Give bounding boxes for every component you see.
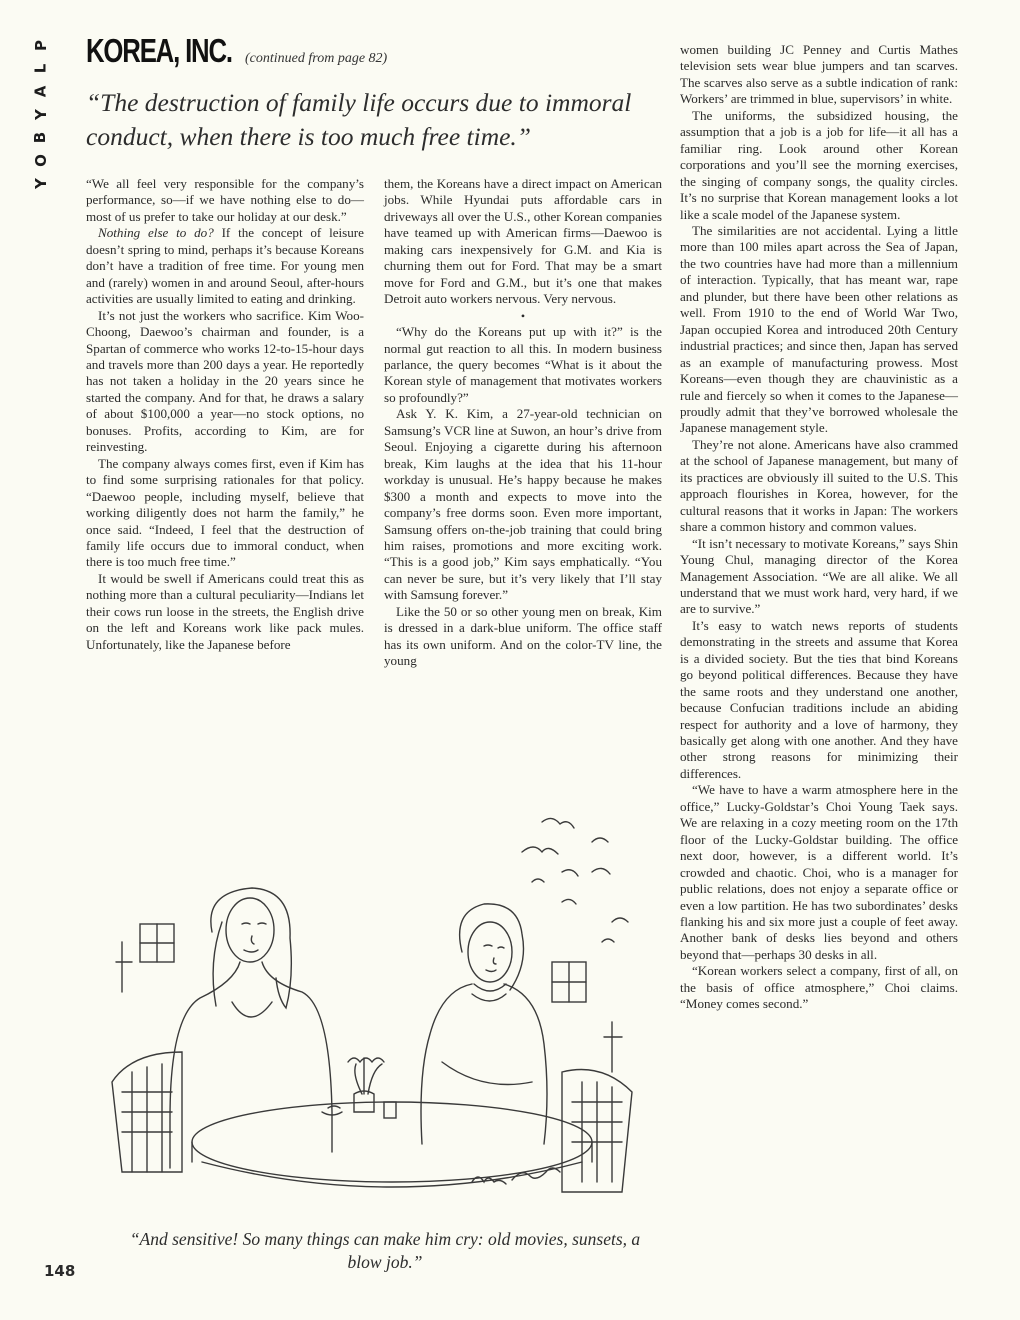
paragraph: “We have to have a warm atmosphere here in the office,” Lucky-Goldstar’s Choi Young Taek says. We are relaxing in a cozy meeting room on the 17th floor of the Lucky-Goldstar building. The office next door, however, is a different world. It’s crowded and chaotic. Choi, who is a manager for public relations, does not enjoy a separate office or even a low partition. He has two subordinates’ desks flanking his and six more just a couple of feet away. Another bank of desks lies beyond and others beyond that—perhaps 30 desks in all.	[680, 782, 958, 962]
paragraph: Like the 50 or so other young men on break, Kim is dressed in a dark-blue uniform. The office staff has its own uniform. And on the color-TV line, the young	[384, 603, 662, 669]
paragraph: “Why do the Koreans put up with it?” is the normal gut reaction to all this. In modern business parlance, the query becomes “What is it about the Korean style of management that motivates workers so profoundly?”	[384, 324, 662, 405]
foliage-icon	[522, 818, 628, 942]
italic-lead: Nothing else to do?	[98, 225, 214, 241]
continued-note: (continued from page 82)	[245, 51, 388, 66]
text-column-1	[86, 176, 364, 653]
sidebar-letter: Y	[31, 109, 50, 120]
paragraph: “Korean workers select a company, first of all, on the basis of office atmosphere,” Choi claims. “Money comes second.”	[680, 963, 958, 1012]
paragraph-rest: If the concept of leisure doesn’t spring to mind, perhaps it’s because Koreans don’t have a tradition of free time. For young men and (rarely) women in and around Seoul, after-hours activities are usually limited to eating and drinking.	[86, 225, 364, 307]
paragraph: The uniforms, the subsidized housing, the assumption that a job is a job for life—it all has a familiar ring. Look around other Korean corporations and you’ll see the morning exercises, the singing of company songs, the quality circles. It’s no surprise that Korean management looks a lot like a scale model of the Japanese system.	[680, 107, 958, 222]
paragraph: It’s easy to watch news reports of students demonstrating in the streets and assume that Korea is a divided society. But the ties that bind Koreans go beyond political differences. Because they have the same roots and they understand one another, because Confucian traditions include an abiding respect for authority and a love of harmony, they basically get along with one another. And they have other strong reasons for minimizing their differences.	[680, 617, 958, 781]
background-window-icon	[552, 962, 622, 1072]
woman-figure-icon	[170, 888, 332, 1168]
paragraph: women building JC Penney and Curtis Mathes television sets wear blue jumpers and tan scarves. The scarves also serve as a subtle indication of rank: Workers’ are trimmed in blue, supervisors’ in white.	[680, 42, 958, 107]
sidebar-letter: B	[31, 131, 50, 144]
paragraph: It’s not just the workers who sacrifice. Kim Woo-Choong, Daewoo’s chairman and founder, is a Spartan of commerce who works 12-to-15-hour days and travels more than 200 days a year. He reportedly has not taken a holiday in the 20 years since he started the company. And for that, he draws a salary of about $100,000 a year—no stock options, no bonuses. Profits, according to Kim, are for reinvesting.	[86, 307, 364, 455]
paragraph	[86, 225, 364, 307]
article-header	[86, 32, 661, 72]
cafe-table-icon	[192, 1102, 592, 1187]
magazine-vertical-label	[28, 34, 54, 194]
paragraph: The similarities are not accidental. Lying a little more than 100 miles apart across the Sea of Japan, the two countries have had more than a millennium of interaction. Typically, that has meant war, rape and plunder, but there have been other relations as well. From 1910 to the end of World War Two, Japan occupied Korea and introduced 20th Century industrial practices; and since then, Japan has served as an example of manufacturing prowess. Most Koreans—even though they are chauvinistic as a rule and fiercely so when it comes to the Japanese—proudly admit that they’ve borrowed wholesale the Japanese management style.	[680, 222, 958, 436]
pull-quote: “The destruction of family life occurs due to immoral conduct, when there is too much free time.”	[86, 88, 632, 151]
paragraph: “It isn’t necessary to motivate Koreans,” says Shin Young Chul, managing director of the Korea Management Association. “We are all alike. We all understand that we must work hard, very hard, if we are to survive.”	[680, 535, 958, 617]
text-column-2	[384, 176, 662, 670]
page-number: 148	[44, 1262, 76, 1280]
paragraph: Ask Y. K. Kim, a 27-year-old technician on Samsung’s VCR line at Suwon, an hour’s drive from Seoul. Enjoying a cigarette during his afternoon break, Kim laughs at the idea that his 11-hour workday is unusual. He’s happy because he makes $300 a month and expects to move into the company’s free dorms soon. Even more important, Samsung offers on-the-job training that could bring him raises, promotions and more exciting work. “This is a good job,” Kim says emphatically. “You can never be sure, but it’s very likely that I’ll stay with Samsung forever.”	[384, 406, 662, 603]
glass-icon	[322, 1102, 396, 1118]
sidebar-letter: A	[31, 85, 50, 98]
text-column-3	[680, 42, 958, 1013]
sidebar-letter: Y	[31, 178, 50, 189]
section-title: KOREA, INC.	[86, 32, 232, 69]
sidebar-letter: O	[31, 154, 50, 167]
section-break-bullet: •	[520, 308, 526, 323]
sidebar-letter: L	[31, 63, 50, 74]
paragraph: them, the Koreans have a direct impact on American jobs. While Hyundai puts affordable cars in driveways all over the U.S., other Korean companies have teamed up with American firms—Daewoo is making cars inexpensively for G.M. and Kia is churning them out for Ford. That may be a smart move for Ford and G.M., but it’s one that makes Detroit auto workers nervous. Very nervous.	[384, 176, 662, 307]
cartoon-caption: “And sensitive! So many things can make him cry: old movies, sunsets, a blow job.”	[129, 1229, 641, 1272]
paragraph: They’re not alone. Americans have also crammed at the school of Japanese management, but many of its practices are obviously ill suited to the U.S. This approach flourishes in Korea, however, for the cultural reasons that it works in Japan: The workers share a common history and common values.	[680, 436, 958, 535]
paragraph: It would be swell if Americans could treat this as nothing more than a cultural peculiarity—Indians let their cows run loose in the streets, the English drive on the left and Koreans work like pack mules. Unfortunately, like the Japanese before	[86, 570, 364, 652]
man-figure-icon	[421, 904, 547, 1144]
paragraph: The company always comes first, even if Kim has to find some surprising rationales for that policy. “Daewoo people, including myself, believe that working diligently does not harm the family,” he once said. “Indeed, I feel that the destruction of family life occurs due to immoral conduct, when there is too much free time.”	[86, 455, 364, 570]
flower-vase-icon	[348, 1058, 384, 1112]
wicker-chair-icon	[562, 1070, 632, 1193]
cartoon-illustration	[92, 812, 668, 1222]
paragraph: “We all feel very responsible for the company’s performance, so—if we have nothing else to do—most of us prefer to take our holiday at our desk.”	[86, 176, 364, 224]
sidebar-letter: P	[31, 40, 50, 51]
background-window-icon	[116, 924, 174, 992]
